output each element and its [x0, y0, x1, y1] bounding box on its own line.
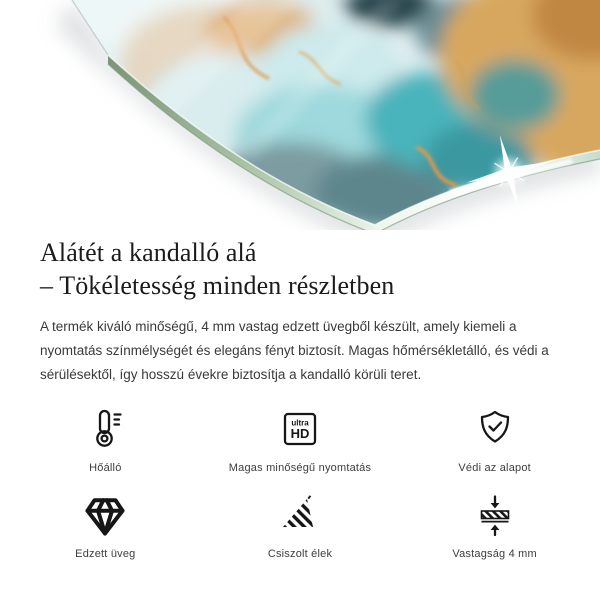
page-title: [40, 236, 560, 302]
page-title-line1: Alátét a kandalló alá: [40, 238, 257, 267]
feature-grid: [8, 405, 592, 561]
feature-label: Hőálló: [89, 462, 122, 474]
feature-print-quality: [203, 405, 398, 475]
feature-label: Edzett üveg: [75, 548, 136, 560]
feature-label: Magas minőségű nyomtatás: [228, 462, 372, 474]
feature-heat-resistant: [8, 405, 203, 475]
svg-text:ultra: ultra: [291, 418, 309, 428]
product-photo: [0, 0, 600, 230]
feature-thickness: [397, 491, 592, 561]
glass-panel-illustration: [0, 0, 600, 230]
diamond-icon: [84, 495, 126, 537]
shield-check-icon: [473, 407, 517, 451]
feature-label: Csiszolt élek: [267, 548, 333, 560]
feature-label: Védi az alapot: [458, 462, 531, 474]
page-title-line2: – Tökéletesség minden részletben: [40, 271, 395, 300]
feature-label: Vastagság 4 mm: [452, 548, 537, 560]
thickness-icon: [473, 493, 517, 537]
feature-tempered-glass: [8, 491, 203, 561]
thermometer-icon: [83, 407, 127, 451]
svg-text:HD: HD: [290, 426, 310, 441]
polished-edges-icon: [278, 493, 322, 537]
feature-protects-base: [397, 405, 592, 475]
feature-polished-edges: [203, 491, 398, 561]
product-description: A termék kiváló minőségű, 4 mm vastag edzett üvegből készült, amely kiemeli a nyomtatás színmélységét és elegáns fényt biztosít. Magas hőmérsékletálló, és védi a sérülésektől, így hosszú évekre biztosítja a kandalló körüli teret.: [40, 319, 549, 382]
ultra-hd-icon: [278, 407, 322, 451]
